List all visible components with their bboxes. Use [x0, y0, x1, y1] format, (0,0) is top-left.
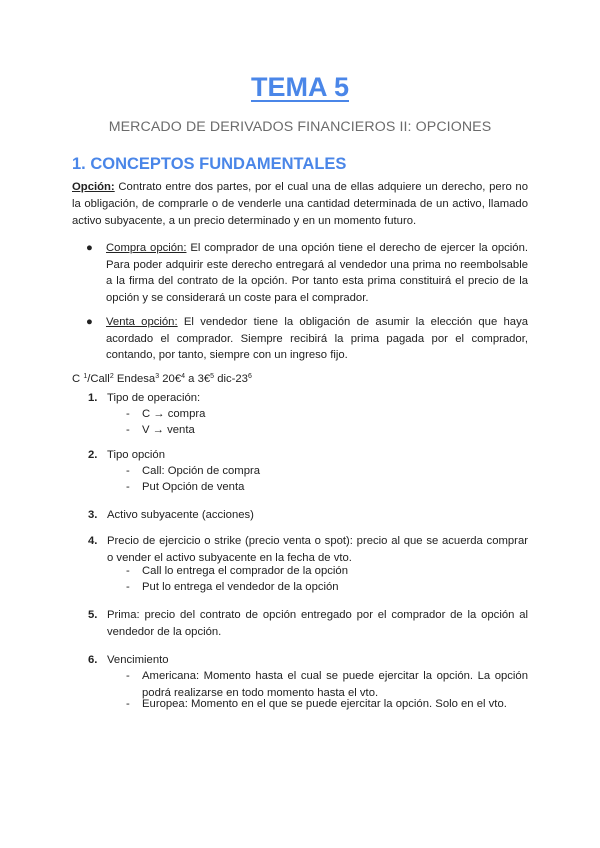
definition-text: Contrato entre dos partes, por el cual una de ellas adquiere un derecho, pero no la obligación, de comprarle o de venderle una cantidad determinada de un activo, llamado activo subyacente, a un precio determinado y en un momento futuro.: [72, 181, 528, 227]
dash-marker: -: [126, 581, 130, 593]
sub-item: [126, 563, 528, 580]
item-text: Tipo opción: [107, 449, 165, 461]
item-number: 5.: [88, 609, 98, 621]
sub-item-text: Put lo entrega el vendedor de la opción: [142, 581, 339, 593]
bullet-body: El comprador de una opción tiene el derecho de ejercer la opción. Para poder adquirir este derecho entregará al vendedor una prima no reembolsable a la firma del contrato de la opción. Por tanto esta prima constituirá el precio de la opción y se considerará un coste para el comprador.: [106, 242, 529, 304]
bullet-text: [106, 240, 528, 306]
item-number: 4.: [88, 535, 98, 547]
notation-part: /Call: [87, 373, 110, 385]
item-text: Vencimiento: [107, 654, 169, 666]
notation-part: a 3€: [185, 373, 211, 385]
dash-marker: -: [126, 424, 130, 436]
list-item-3: [88, 507, 528, 524]
bullet-label: Venta opción:: [106, 316, 178, 328]
bullet-marker: ●: [86, 242, 93, 254]
sub-item: [126, 696, 528, 713]
sub-item-text: Europea: Momento en el que se puede ejercitar la opción. Solo en el vto.: [142, 698, 507, 710]
notation-part: 20€: [159, 373, 182, 385]
notation-index: 3: [155, 373, 160, 380]
notation-index: 5: [210, 373, 215, 380]
definition-term: Opción:: [72, 181, 115, 193]
page-subtitle: MERCADO DE DERIVADOS FINANCIEROS II: OPCIONES: [108, 119, 492, 135]
definition-paragraph: [72, 179, 528, 230]
sub-item: [126, 479, 528, 496]
page-title: TEMA 5: [250, 72, 349, 102]
dash-marker: -: [126, 465, 130, 477]
notation-index: 2: [109, 373, 114, 380]
sub-item-text: Call lo entrega el comprador de la opción: [142, 565, 348, 577]
bullet-marker: ●: [86, 316, 93, 328]
dash-marker: -: [126, 408, 130, 420]
section-heading: 1. CONCEPTOS FUNDAMENTALES: [72, 155, 347, 173]
sub-item: [126, 579, 528, 596]
bullet-text: [106, 314, 528, 364]
notation-index: 6: [247, 373, 252, 380]
notation-index: 1: [83, 373, 88, 380]
dash-marker: -: [126, 481, 130, 493]
notation-part: dic-23: [214, 373, 248, 385]
list-item-2: [88, 447, 528, 464]
option-notation: [72, 373, 252, 385]
item-number: 3.: [88, 509, 98, 521]
notation-index: 4: [181, 373, 186, 380]
sub-item: [126, 463, 528, 480]
sub-item-text: Put Opción de venta: [142, 481, 245, 493]
item-text: Activo subyacente (acciones): [107, 509, 254, 521]
sub-item-text: Call: Opción de compra: [142, 465, 261, 477]
item-number: 2.: [88, 449, 98, 461]
list-item-5: [88, 607, 528, 640]
list-item-1: [88, 390, 528, 407]
dash-marker: -: [126, 565, 130, 577]
list-item-4: [88, 533, 528, 566]
sub-item-text: C → compra: [142, 408, 206, 420]
notation-part: Endesa: [113, 373, 156, 385]
item-number: 6.: [88, 654, 98, 666]
sub-item: [126, 422, 528, 439]
item-number: 1.: [88, 392, 98, 404]
notation-part: C: [72, 373, 84, 385]
dash-marker: -: [126, 670, 130, 682]
sub-item-text: Americana: Momento hasta el cual se puede ejercitar la opción. La opción podrá realizarse en todo momento hasta el vto.: [142, 670, 528, 699]
item-text: Precio de ejercicio o strike (precio venta o spot): precio al que se acuerda comprar o vender el activo subyacente en la fecha de vto.: [107, 535, 528, 564]
sub-item: [126, 406, 528, 423]
list-item-6: [88, 652, 528, 669]
sub-item-text: V → venta: [142, 424, 195, 436]
bullet-body: El vendedor tiene la obligación de asumir la elección que haya acordado el comprador. Siempre recibirá la prima pagada por el comprador, contando, por tanto, siempre con un ingreso fijo.: [106, 316, 529, 361]
dash-marker: -: [126, 698, 130, 710]
bullet-compra-opcion: [86, 240, 528, 306]
item-text: Prima: precio del contrato de opción entregado por el comprador de la opción al vendedor de la opción.: [107, 609, 528, 638]
bullet-venta-opcion: [86, 314, 528, 364]
item-text: Tipo de operación:: [107, 392, 201, 404]
bullet-label: Compra opción:: [106, 242, 187, 254]
